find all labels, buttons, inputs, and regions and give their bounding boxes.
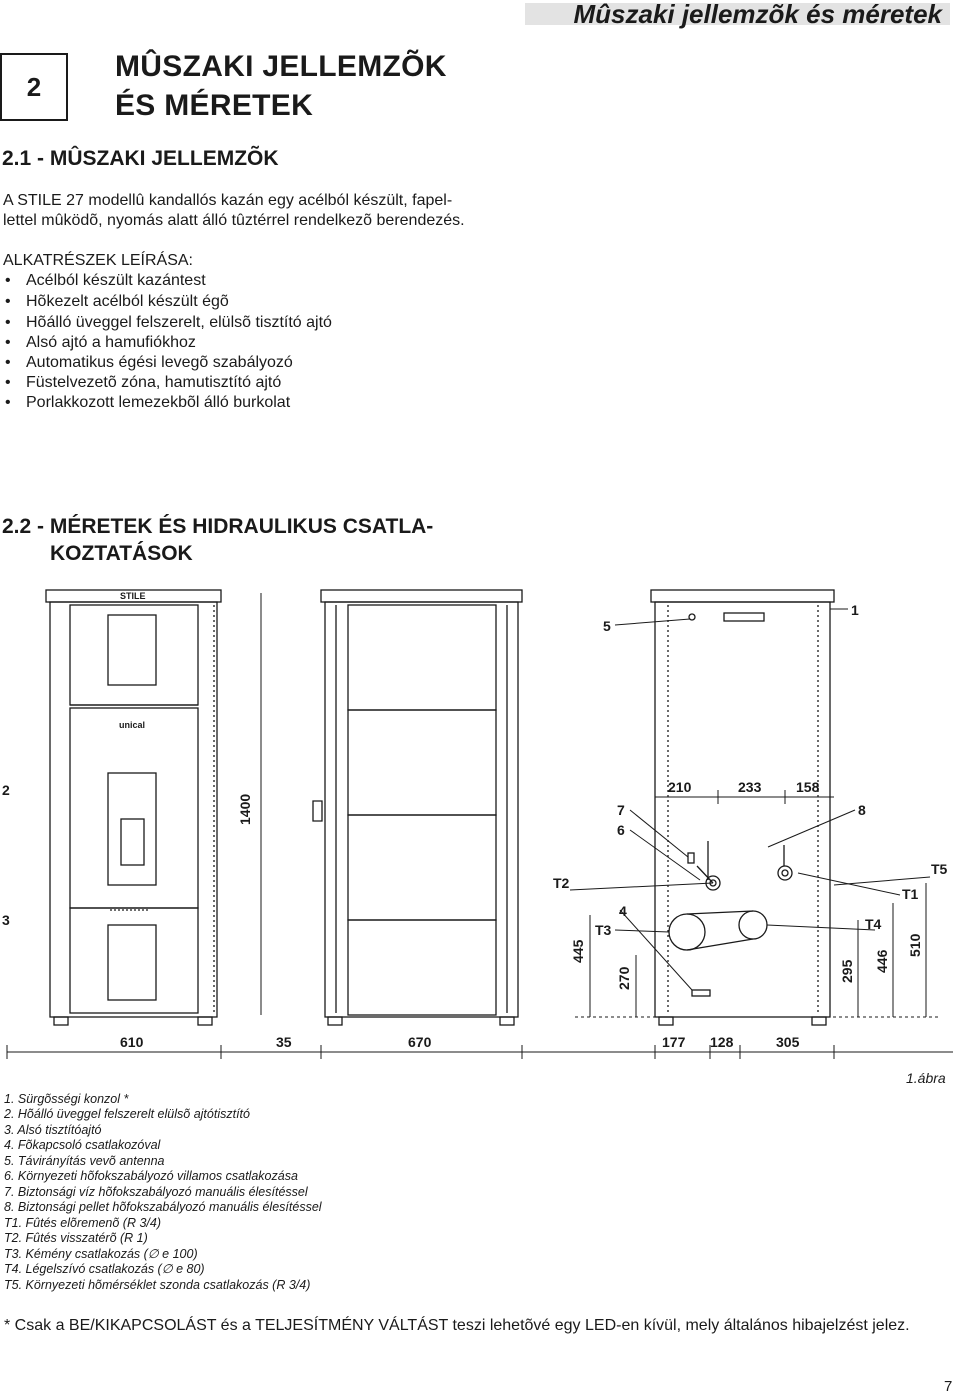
callout-1: 1 <box>851 602 859 618</box>
part-item: • Automatikus égési levegõ szabályozó <box>5 354 293 371</box>
dim-gap: 35 <box>276 1034 292 1050</box>
dim-h-270: 270 <box>616 966 632 990</box>
callout-t3: T3 <box>595 922 612 938</box>
intro-line1: A STILE 27 modellû kandallós kazán egy acélból készült, fapel- <box>3 192 453 209</box>
part-item: • Hõálló üveggel felszerelt, elülsõ tisztító ajtó <box>5 314 332 331</box>
callout-t5: T5 <box>931 861 948 877</box>
page-number: 7 <box>944 1378 953 1395</box>
legend-item: 1. Sürgõsségi konzol * <box>4 1092 129 1106</box>
dimension-lines <box>7 593 953 1059</box>
legend-item: 7. Biztonsági víz hõfokszabályozó manuális élesítéssel <box>4 1185 308 1199</box>
callout-t2: T2 <box>553 875 570 891</box>
dim-top-a: 210 <box>668 779 692 795</box>
chapter-title-line2: ÉS MÉRETEK <box>115 89 314 122</box>
dim-h-295: 295 <box>839 959 855 983</box>
parts-heading: ALKATRÉSZEK LEÍRÁSA: <box>3 252 193 269</box>
rear-view <box>651 590 834 1025</box>
legend-item: 2. Hõálló üveggel felszerelt elülsõ ajtótisztító <box>4 1107 250 1121</box>
dim-front-width: 610 <box>120 1034 144 1050</box>
dim-bottom-a: 177 <box>662 1034 686 1050</box>
brand-label-mid: unical <box>119 720 146 730</box>
dim-depth: 670 <box>408 1034 432 1050</box>
page-header-title: Mûszaki jellemzõk és méretek <box>573 0 942 29</box>
callout-t4: T4 <box>865 916 882 932</box>
legend-item: T1. Fûtés elõremenõ (R 3/4) <box>4 1216 162 1230</box>
footnote: * Csak a BE/KIKAPCSOLÁST és a TELJESÍTMÉNY VÁLTÁST teszi lehetõvé egy LED-en kívül, mely általános hibajelzést jelez. <box>4 1317 910 1334</box>
dim-h-445: 445 <box>570 939 586 963</box>
dim-bottom-b: 128 <box>710 1034 734 1050</box>
front-view <box>46 590 221 1025</box>
chapter-title-line1: MÛSZAKI JELLEMZÕK <box>115 50 447 83</box>
section-heading-2-2-line2: KOZTATÁSOK <box>50 542 193 565</box>
part-item: • Hõkezelt acélból készült égõ <box>5 293 229 310</box>
callout-2: 2 <box>2 782 10 798</box>
section-heading-2-2-line1: 2.2 - MÉRETEK ÉS HIDRAULIKUS CSATLA- <box>2 515 434 538</box>
callout-leaders <box>570 609 930 990</box>
callout-3: 3 <box>2 912 10 928</box>
chapter-number-box: 2 <box>0 53 68 121</box>
brand-label-top: STILE <box>120 591 146 601</box>
part-item: • Porlakkozott lemezekbõl álló burkolat <box>5 394 291 411</box>
dim-bottom-c: 305 <box>776 1034 800 1050</box>
callout-8: 8 <box>858 802 866 818</box>
intro-line2: lettel mûködõ, nyomás alatt álló tûztérrel rendelkezõ berendezés. <box>3 212 465 229</box>
legend-item: T4. Légelszívó csatlakozás (∅ e 80) <box>4 1262 205 1276</box>
callout-5: 5 <box>603 618 611 634</box>
legend-item: T3. Kémény csatlakozás (∅ e 100) <box>4 1247 198 1261</box>
part-item: • Acélból készült kazántest <box>5 272 206 289</box>
callout-4: 4 <box>619 903 627 919</box>
side-view <box>313 590 522 1025</box>
dim-height: 1400 <box>237 793 253 825</box>
dim-h-510: 510 <box>907 933 923 957</box>
legend-item: 4. Fõkapcsoló csatlakozóval <box>4 1138 161 1152</box>
dim-top-b: 233 <box>738 779 762 795</box>
legend-item: 8. Biztonsági pellet hõfokszabályozó manuális élesítéssel <box>4 1200 322 1214</box>
legend-item: 6. Környezeti hõfokszabályozó villamos csatlakozása <box>4 1169 298 1183</box>
legend-item: T2. Fûtés visszatérõ (R 1) <box>4 1231 148 1245</box>
legend-item: 5. Távirányítás vevõ antenna <box>4 1154 165 1168</box>
legend-item: T5. Környezeti hõmérséklet szonda csatlakozás (R 3/4) <box>4 1278 311 1292</box>
dim-top-c: 158 <box>796 779 820 795</box>
part-item: • Alsó ajtó a hamufiókhoz <box>5 334 196 351</box>
figure-label: 1.ábra <box>906 1070 946 1086</box>
callout-t1: T1 <box>902 886 919 902</box>
callout-6: 6 <box>617 822 625 838</box>
callout-7: 7 <box>617 802 625 818</box>
dim-h-446: 446 <box>874 949 890 973</box>
legend-item: 3. Alsó tisztítóajtó <box>4 1123 102 1137</box>
technical-drawing <box>0 585 960 1065</box>
section-heading-2-1: 2.1 - MÛSZAKI JELLEMZÕK <box>2 147 279 170</box>
part-item: • Füstelvezetõ zóna, hamutisztító ajtó <box>5 374 282 391</box>
